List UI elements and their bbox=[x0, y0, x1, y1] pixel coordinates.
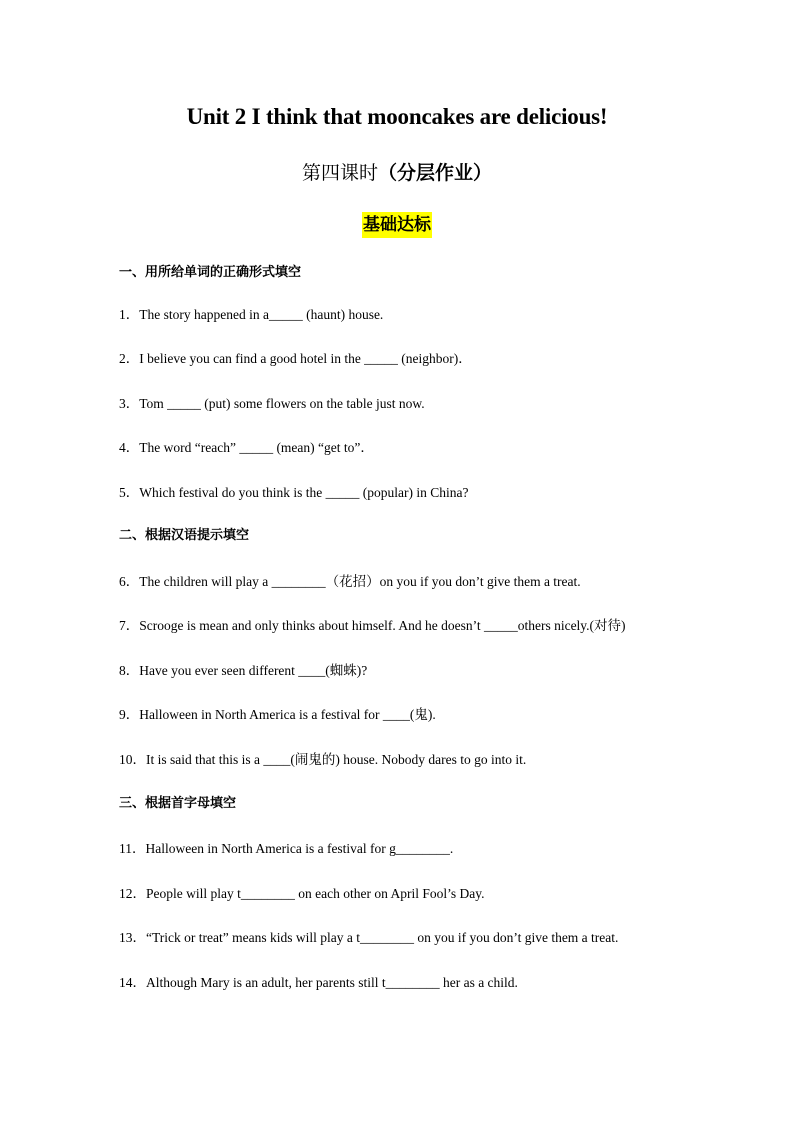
page-title: Unit 2 I think that mooncakes are delicious! bbox=[186, 104, 608, 129]
question-item: 5．Which festival do you think is the _____ (popular) in China? bbox=[119, 485, 469, 500]
question-item: 14．Although Mary is an adult, her parents still t________ her as a child. bbox=[119, 975, 518, 990]
question-item: 8．Have you ever seen different ____(蜘蛛)? bbox=[119, 663, 368, 678]
question-item: 2．I believe you can find a good hotel in the _____ (neighbor)． bbox=[119, 351, 472, 366]
question-item: 7．Scrooge is mean and only thinks about himself. And he doesn’t _____others nicely.(对待) bbox=[119, 618, 626, 633]
lesson-number: 第四课时 bbox=[301, 162, 378, 184]
section-heading: 一、用所给单词的正确形式填空 bbox=[119, 265, 302, 280]
question-item: 4．The word “reach” _____ (mean) “get to”． bbox=[119, 440, 374, 455]
question-item: 6．The children will play a ________（花招）on you if you don’t give them a treat. bbox=[119, 574, 581, 589]
question-item: 12．People will play t________ on each other on April Fool’s Day. bbox=[119, 886, 485, 901]
level-label: 基础达标 bbox=[362, 212, 432, 238]
question-item: 11．Halloween in North America is a festival for g________. bbox=[119, 841, 454, 856]
homework-type: （分层作业） bbox=[378, 162, 493, 184]
section-heading: 二、根据汉语提示填空 bbox=[119, 528, 250, 543]
level-banner bbox=[0, 211, 794, 241]
question-item: 13．“Trick or treat” means kids will play a t________ on you if you don’t give them a treat. bbox=[119, 930, 619, 945]
question-item: 10．It is said that this is a ____(闹鬼的) house. Nobody dares to go into it. bbox=[119, 752, 527, 767]
question-item: 9．Halloween in North America is a festival for ____(鬼). bbox=[119, 707, 436, 722]
question-item: 3．Tom _____ (put) some flowers on the table just now. bbox=[119, 396, 425, 411]
section-heading: 三、根据首字母填空 bbox=[119, 796, 237, 811]
question-item: 1．The story happened in a_____ (haunt) house. bbox=[119, 307, 384, 322]
lesson-subtitle bbox=[0, 158, 794, 188]
